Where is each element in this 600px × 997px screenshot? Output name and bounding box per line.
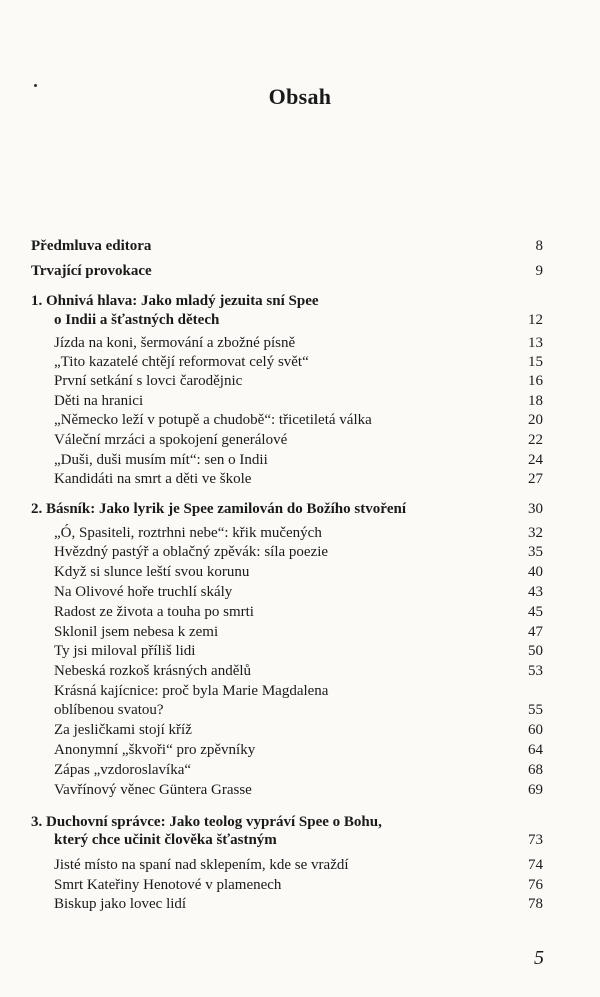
toc-entry-page: 60 [528, 722, 543, 738]
toc-entry-title: První setkání s lovci čarodějnic [54, 373, 243, 389]
toc-entry-page: 68 [528, 762, 543, 778]
toc-entry-page: 27 [528, 471, 543, 487]
toc-entry-title: „Tito kazatelé chtějí reformovat celý svět“ [54, 354, 309, 370]
toc-entry-title: Ty jsi miloval příliš lidi [54, 643, 196, 659]
toc-entry-title: Hvězdný pastýř a oblačný zpěvák: síla poezie [54, 544, 329, 560]
toc-entry-title: Nebeská rozkoš krásných andělů [54, 663, 252, 679]
toc-entry-title: Sklonil jsem nebesa k zemi [54, 624, 219, 640]
page-title: Obsah [268, 84, 332, 109]
toc-entry-title-cont: oblíbenou svatou? [54, 702, 164, 718]
toc-entry-page: 24 [528, 452, 543, 468]
toc-chapter-page: 73 [528, 832, 543, 848]
toc-chapter-title: 2. Básník: Jako lyrik je Spee zamilován do Božího stvoření [31, 501, 407, 517]
toc-entry-page: 53 [528, 663, 543, 679]
toc-entry-title: Na Olivové hoře truchlí skály [54, 584, 233, 600]
toc-entry-page: 40 [528, 564, 543, 580]
toc-entry-page: 78 [528, 896, 543, 912]
page-number: 5 [534, 947, 544, 969]
toc-entry-title: Zápas „vzdoroslavíka“ [54, 762, 192, 778]
toc-chapter-page: 12 [528, 312, 543, 328]
toc-entry-page: 55 [528, 702, 543, 718]
toc-entry-title: Děti na hranici [54, 393, 144, 409]
toc-entry-title: Jisté místo na spaní nad sklepením, kde se vraždí [54, 857, 349, 873]
toc-entry-page: 35 [528, 544, 543, 560]
toc-entry-page: 74 [528, 857, 543, 873]
toc-entry-page: 16 [528, 373, 543, 389]
toc-entry-page: 15 [528, 354, 543, 370]
toc-chapter-title: 3. Duchovní správce: Jako teolog vypráví Spee o Bohu, [31, 814, 382, 830]
toc-entry-page: 69 [528, 782, 543, 798]
toc-entry-title: Radost ze života a touha po smrti [54, 604, 254, 620]
toc-chapter-title-cont: o Indii a šťastných dětech [54, 312, 220, 328]
toc-chapter-page: 30 [528, 501, 543, 517]
toc-entry-page: 47 [528, 624, 543, 640]
toc-entry-title: „Ó, Spasiteli, roztrhni nebe“: křik mučených [54, 525, 322, 541]
toc-entry-title: Jízda na koni, šermování a zbožné písně [54, 335, 296, 351]
toc-entry-page: 45 [528, 604, 543, 620]
toc-entry-title: Smrt Kateřiny Henotové v plamenech [54, 877, 282, 893]
toc-entry-page: 8 [535, 238, 543, 254]
toc-entry-title: Váleční mrzáci a spokojení generálové [54, 432, 288, 448]
toc-entry-page: 50 [528, 643, 543, 659]
toc-entry-page: 32 [528, 525, 543, 541]
toc-chapter-title-cont: který chce učinit člověka šťastným [54, 832, 277, 848]
toc-entry-title: „Duši, duši musím mít“: sen o Indii [54, 452, 268, 468]
toc-entry-page: 64 [528, 742, 543, 758]
toc-entry-page: 22 [528, 432, 543, 448]
toc-entry-title: Anonymní „škvoři“ pro zpěvníky [54, 742, 256, 758]
toc-entry-title: Předmluva editora [31, 238, 152, 254]
toc-entry-page: 76 [528, 877, 543, 893]
toc-entry-title: Krásná kajícnice: proč byla Marie Magdalena [54, 683, 329, 699]
toc-entry-title: Biskup jako lovec lidí [54, 896, 187, 912]
toc-entry-page: 18 [528, 393, 543, 409]
toc-entry-page: 43 [528, 584, 543, 600]
toc-chapter-title: 1. Ohnivá hlava: Jako mladý jezuita sní Spee [31, 293, 319, 309]
toc-entry-title: Když si slunce leští svou korunu [54, 564, 250, 580]
toc-entry-page: 20 [528, 412, 543, 428]
toc-entry-title: Trvající provokace [31, 263, 152, 279]
toc-entry-title: Kandidáti na smrt a děti ve škole [54, 471, 252, 487]
toc-entry-title: „Německo leží v potupě a chudobě“: třicetiletá válka [54, 412, 372, 428]
toc-entry-title: Vavřínový věnec Güntera Grasse [54, 782, 252, 798]
toc-entry-page: 13 [528, 335, 543, 351]
toc-entry-title: Za jesličkami stojí kříž [54, 722, 192, 738]
toc-entry-page: 9 [535, 263, 543, 279]
